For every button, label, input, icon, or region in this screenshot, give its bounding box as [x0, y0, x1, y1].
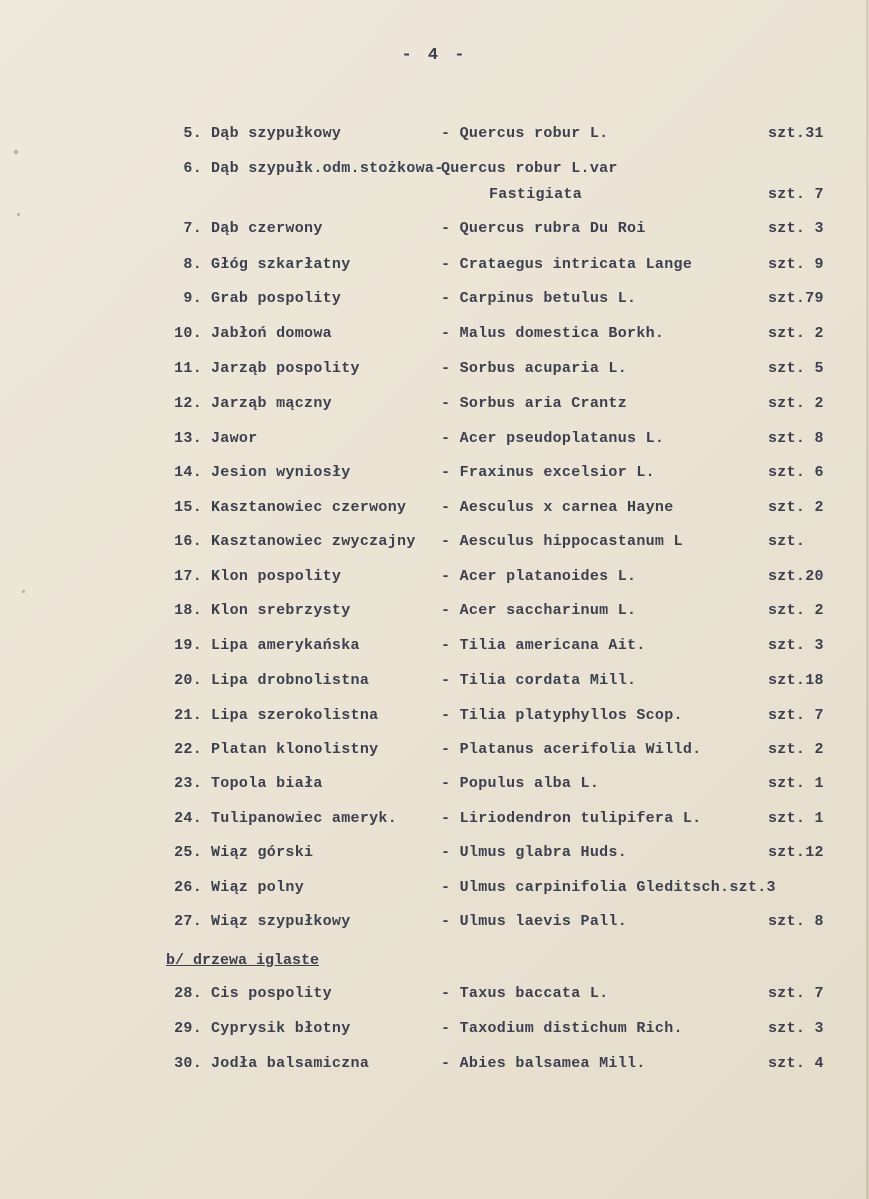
latin-name: - Abies balsamea Mill. — [441, 1055, 646, 1072]
item-number: 20. — [174, 672, 202, 689]
quantity: szt. 5 — [768, 360, 824, 377]
item-number: 9. — [183, 290, 202, 307]
list-item — [0, 256, 869, 278]
polish-name: Tulipanowiec ameryk. — [211, 810, 398, 827]
list-item — [0, 1055, 869, 1077]
list-item — [0, 707, 869, 729]
item-number: 30. — [174, 1055, 202, 1072]
list-item — [0, 220, 869, 242]
polish-name: Topola biała — [211, 775, 323, 792]
quantity: szt. 2 — [768, 741, 824, 758]
item-number: 28. — [174, 985, 202, 1002]
quantity: szt. 4 — [768, 1055, 824, 1072]
polish-name: Wiąz polny — [211, 879, 305, 896]
list-item — [0, 637, 869, 659]
list-item — [0, 160, 869, 182]
quantity: szt. 7 — [768, 985, 824, 1002]
latin-name: - Aesculus x carnea Hayne — [441, 499, 674, 516]
list-item — [0, 430, 869, 452]
polish-name: Kasztanowiec zwyczajny — [211, 533, 416, 550]
latin-name: - Tilia cordata Mill. — [441, 672, 637, 689]
item-number: 8. — [183, 256, 202, 273]
list-item — [0, 325, 869, 347]
quantity: szt. 8 — [768, 430, 824, 447]
list-item — [0, 360, 869, 382]
latin-name: - Ulmus laevis Pall. — [441, 913, 628, 930]
polish-name: Cyprysik błotny — [211, 1020, 351, 1037]
quantity: szt. 3 — [768, 1020, 824, 1037]
item-number: 10. — [174, 325, 202, 342]
quantity: szt.12 — [768, 844, 824, 861]
list-item — [0, 913, 869, 935]
quantity: szt. 2 — [768, 499, 824, 516]
latin-name: - Sorbus acuparia L. — [441, 360, 628, 377]
quantity: szt. 1 — [768, 810, 824, 827]
polish-name: Jarząb pospolity — [211, 360, 360, 377]
latin-name: - Acer pseudoplatanus L. — [441, 430, 665, 447]
polish-name: Wiąz górski — [211, 844, 314, 861]
latin-name: - Aesculus hippocastanum L — [441, 533, 683, 550]
quantity: szt.20 — [768, 568, 824, 585]
list-item — [0, 395, 869, 417]
polish-name: Platan klonolistny — [211, 741, 379, 758]
paper-speck — [17, 213, 20, 216]
list-item — [0, 672, 869, 694]
list-item — [0, 568, 869, 590]
polish-name: Jodła balsamiczna — [211, 1055, 370, 1072]
item-number: 15. — [174, 499, 202, 516]
page-number: - 4 - — [401, 46, 468, 65]
latin-name: - Acer platanoides L. — [441, 568, 637, 585]
polish-name: Kasztanowiec czerwony — [211, 499, 407, 516]
quantity: szt. 2 — [768, 325, 824, 342]
polish-name: Lipa amerykańska — [211, 637, 360, 654]
quantity: szt. 8 — [768, 913, 824, 930]
item-number: 23. — [174, 775, 202, 792]
section-heading-conifers: b/ drzewa iglaste — [166, 952, 320, 969]
quantity: szt. 7 — [768, 707, 824, 724]
list-item — [0, 533, 869, 555]
list-item — [0, 499, 869, 521]
polish-name: Jawor — [211, 430, 258, 447]
latin-name: - Tilia platyphyllos Scop. — [441, 707, 683, 724]
item-number: 21. — [174, 707, 202, 724]
polish-name: Cis pospolity — [211, 985, 332, 1002]
list-item — [0, 775, 869, 797]
item-number: 6. — [183, 160, 202, 177]
list-item — [0, 985, 869, 1007]
polish-name: Jabłoń domowa — [211, 325, 332, 342]
list-item — [0, 125, 869, 147]
latin-name: - Populus alba L. — [441, 775, 600, 792]
list-item — [0, 810, 869, 832]
quantity: szt.31 — [768, 125, 824, 142]
latin-name: - Sorbus aria Crantz — [441, 395, 628, 412]
item-number: 25. — [174, 844, 202, 861]
quantity: szt.18 — [768, 672, 824, 689]
quantity: szt. 2 — [768, 395, 824, 412]
latin-name: - Taxodium distichum Rich. — [441, 1020, 683, 1037]
polish-name: Klon pospolity — [211, 568, 342, 585]
latin-name: - Acer saccharinum L. — [441, 602, 637, 619]
latin-name: - Malus domestica Borkh. — [441, 325, 665, 342]
latin-name: - Quercus rubra Du Roi — [441, 220, 646, 237]
polish-name: Klon srebrzysty — [211, 602, 351, 619]
paper-speck — [22, 590, 25, 593]
item-number: 11. — [174, 360, 202, 377]
polish-name: Dąb czerwony — [211, 220, 323, 237]
latin-name-continuation: Fastigiata — [489, 186, 583, 203]
quantity: szt. 7 — [768, 186, 824, 203]
list-item — [0, 879, 869, 901]
latin-name: - Quercus robur L. — [441, 125, 609, 142]
paper-speck — [14, 150, 18, 154]
item-number: 17. — [174, 568, 202, 585]
list-item-continuation — [0, 186, 869, 208]
item-number: 5. — [183, 125, 202, 142]
item-number: 22. — [174, 741, 202, 758]
item-number: 16. — [174, 533, 202, 550]
quantity: szt. 3 — [768, 637, 824, 654]
polish-name: Lipa drobnolistna — [211, 672, 370, 689]
item-number: 27. — [174, 913, 202, 930]
polish-name: Dąb szypułk.odm.stożkowa- — [211, 160, 444, 177]
latin-name: - Fraxinus excelsior L. — [441, 464, 655, 481]
latin-name: - Ulmus carpinifolia Gleditsch.szt.3 — [441, 879, 776, 896]
polish-name: Wiąz szypułkowy — [211, 913, 351, 930]
item-number: 12. — [174, 395, 202, 412]
quantity: szt. 1 — [768, 775, 824, 792]
list-item — [0, 741, 869, 763]
latin-name: - Crataegus intricata Lange — [441, 256, 693, 273]
polish-name: Jarząb mączny — [211, 395, 332, 412]
latin-name: - Carpinus betulus L. — [441, 290, 637, 307]
list-item — [0, 290, 869, 312]
item-number: 7. — [183, 220, 202, 237]
quantity: szt. 9 — [768, 256, 824, 273]
polish-name: Lipa szerokolistna — [211, 707, 379, 724]
list-item — [0, 602, 869, 624]
polish-name: Grab pospolity — [211, 290, 342, 307]
polish-name: Głóg szkarłatny — [211, 256, 351, 273]
quantity: szt.79 — [768, 290, 824, 307]
item-number: 29. — [174, 1020, 202, 1037]
polish-name: Dąb szypułkowy — [211, 125, 342, 142]
item-number: 24. — [174, 810, 202, 827]
latin-name: - Tilia americana Ait. — [441, 637, 646, 654]
latin-name: - Liriodendron tulipifera L. — [441, 810, 702, 827]
item-number: 19. — [174, 637, 202, 654]
item-number: 14. — [174, 464, 202, 481]
polish-name: Jesion wyniosły — [211, 464, 351, 481]
quantity: szt. 6 — [768, 464, 824, 481]
item-number: 18. — [174, 602, 202, 619]
latin-name: - Platanus acerifolia Willd. — [441, 741, 702, 758]
item-number: 13. — [174, 430, 202, 447]
item-number: 26. — [174, 879, 202, 896]
quantity: szt. — [768, 533, 806, 550]
latin-name: - Taxus baccata L. — [441, 985, 609, 1002]
list-item — [0, 1020, 869, 1042]
latin-name: Quercus robur L.var — [441, 160, 618, 177]
quantity: szt. 2 — [768, 602, 824, 619]
list-item — [0, 464, 869, 486]
quantity: szt. 3 — [768, 220, 824, 237]
list-item — [0, 844, 869, 866]
latin-name: - Ulmus glabra Huds. — [441, 844, 628, 861]
